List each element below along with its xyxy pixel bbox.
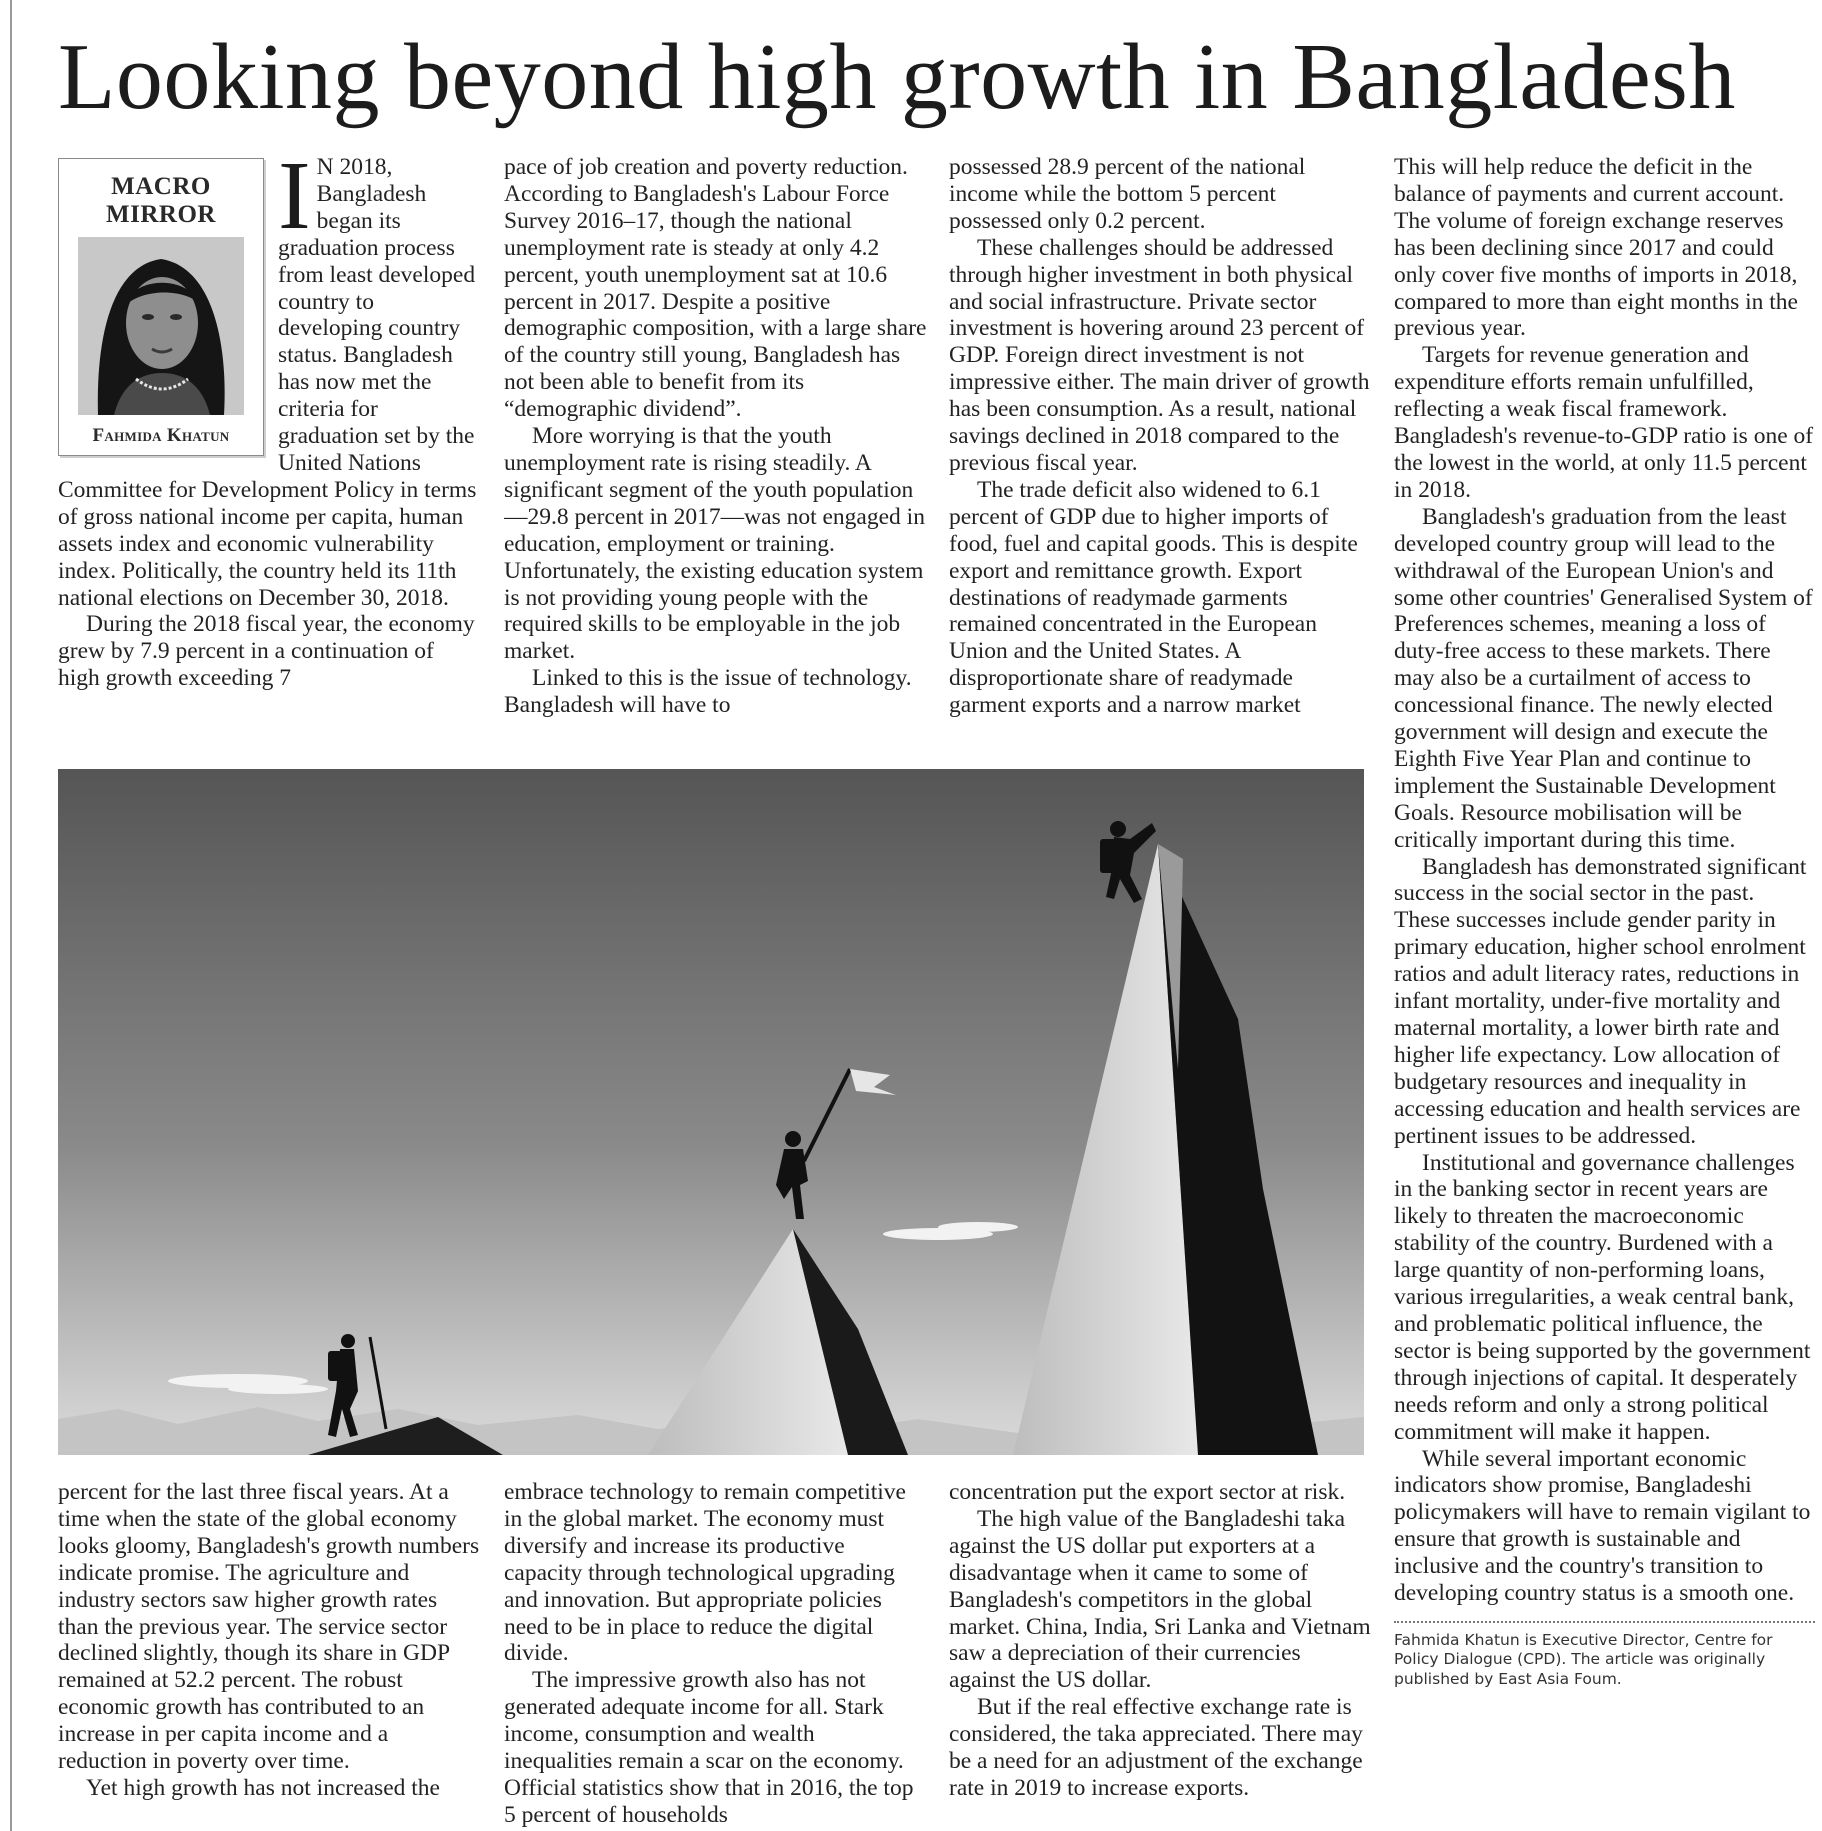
col2-paragraph: The impressive growth also has not generated adequate income for all. Stark income, consumption and wealth inequalities remain a scar on the economy. Official statistics show that in 2016, the top 5 percent of households <box>504 1667 914 1828</box>
col3-paragraph: The trade deficit also widened to 6.1 percent of GDP due to higher imports of food, fuel and capital goods. This is despite export and remittance growth. Export destinations of readymade garments remained concentrated in the European Union and the United States. A disproportionate share of readymade garment exports and a narrow market <box>949 476 1358 719</box>
lead-text: N 2018, Bangladesh began its graduation process from least developed country to developing country status. Bangladesh has now met the criteria for graduation set by the United Nations Committee for Development Policy in terms of gross national income per capita, human assets index and economic vulnerability index. Politically, the country held its 11th national elections on December 30, 2018. <box>58 154 477 611</box>
byline-box <box>58 158 264 456</box>
illustration-svg <box>58 769 1364 1455</box>
author-portrait <box>78 237 244 415</box>
mountain-climbers-illustration <box>58 769 1364 1455</box>
col2-paragraph: embrace technology to remain competitive in the global market. The economy must diversify and increase its productive capacity through technological upgrading and innovation. But appropriate policies need to be in place to reduce the digital divide. <box>504 1479 906 1667</box>
col4-paragraph: Institutional and governance challenges in the banking sector in recent years are likely to threaten the macroeconomic stability of the country. Burdened with a large quantity of non-performing loans, various irregularities, a weak central bank, and problematic political influence, the sector is being supported by the government through injections of capital. It desperately needs reform and only a strong political commitment will make it happen. <box>1394 1149 1811 1445</box>
column-1-bottom <box>58 1479 481 1831</box>
col1-paragraph: During the 2018 fiscal year, the economy grew by 7.9 percent in a continuation of high growth exceeding 7 <box>58 611 475 692</box>
col1-paragraph: Yet high growth has not increased the <box>86 1774 440 1801</box>
col4-paragraph: This will help reduce the deficit in the balance of payments and current account. The volume of foreign exchange reserves has been declining since 2017 and could only cover five months of imports in 2018, compared to more than eight months in the previous year. <box>1394 154 1798 342</box>
col1-paragraph: percent for the last three fiscal years. At a time when the state of the global economy looks gloomy, Bangladesh's growth numbers indicate promise. The agriculture and industry sectors saw higher growth rates than the previous year. The service sector declined slightly, though its share in GDP remained at 52.2 percent. The robust economic growth has contributed to an increase in per capita income and a reduction in poverty over time. <box>58 1479 480 1775</box>
col3-paragraph: possessed 28.9 percent of the national income while the bottom 5 percent possessed only 0.2 percent. <box>949 154 1306 234</box>
footnote-divider <box>1394 1621 1815 1623</box>
col4-paragraph: Targets for revenue generation and expenditure efforts remain unfulfilled, reflecting a weak fiscal framework. Bangladesh's revenue-to-GDP ratio is one of the lowest in the world, at only 11.5 percent in 2018. <box>1394 342 1814 503</box>
column-2-top <box>504 154 927 754</box>
column-3-top <box>949 154 1373 754</box>
page-margin-rule <box>10 0 12 1831</box>
col4-paragraph: Bangladesh's graduation from the least developed country group will lead to the withdrawal of the European Union's and some other countries' Generalised System of Preferences schemes, meaning a loss of duty-free access to these markets. There may also be a curtailment of access to concessional finance. The newly elected government will design and execute the Eighth Five Year Plan and continue to implement the Sustainable Development Goals. Resource mobilisation will be critically important during this time. <box>1394 503 1813 853</box>
column-name-line2: MIRROR <box>106 201 216 228</box>
col3-paragraph: concentration put the export sector at risk. <box>949 1479 1346 1505</box>
author-name: Fahmida Khatun <box>92 425 230 446</box>
col4-paragraph: Bangladesh has demonstrated significant success in the social sector in the past. These successes include gender parity in primary education, higher school enrolment ratios and adult literacy rates, reductions in infant mortality, under-five mortality and maternal mortality, a lower birth rate and higher life expectancy. Low allocation of budgetary resources and inequality in accessing education and health services are pertinent issues to be addressed. <box>1394 853 1807 1149</box>
column-4 <box>1394 154 1815 1738</box>
author-footnote: Fahmida Khatun is Executive Director, Centre for Policy Dialogue (CPD). The article was originally published by East Asia Fo​um. <box>1394 1630 1773 1688</box>
column-2-bottom <box>504 1479 927 1831</box>
col3-paragraph: But if the real effective exchange rate is considered, the taka appreciated. There may be a need for an adjustment of the exchange rate in 2019 to increase exports. <box>949 1694 1363 1801</box>
drop-cap: I <box>278 154 311 250</box>
column-3-bottom <box>949 1479 1373 1831</box>
col3-paragraph: These challenges should be addressed through higher investment in both physical and social infrastructure. Private sector investment is hovering around 23 percent of GDP. Foreign direct investment is not impressive either. The main driver of growth has been consumption. As a result, national savings declined in 2018 compared to the previous fiscal year. <box>949 234 1370 476</box>
headline: Looking beyond high growth in Bangladesh <box>58 25 1736 129</box>
column-1-top <box>58 154 481 754</box>
col2-paragraph: Linked to this is the issue of technology. Bangladesh will have to <box>504 665 912 719</box>
col4-paragraph: While several important economic indicators show promise, Bangladeshi policymakers will have to remain vigilant to ensure that growth is sustainable and inclusive and the country's transition to developing country status is a smooth one. <box>1394 1445 1811 1607</box>
column-name-line1: MACRO <box>111 173 211 200</box>
col3-paragraph: The high value of the Bangladeshi taka against the US dollar put exporters at a disadvantage when it came to some of Bangladesh's competitors in the global market. China, India, Sri Lanka and Vietnam saw a depreciation of their currencies against the US dollar. <box>949 1505 1371 1694</box>
col2-paragraph: More worrying is that the youth unemployment rate is rising steadily. A significant segment of the youth population—29.8 percent in 2017—was not engaged in education, employment or training. Unfortunately, the existing education system is not providing young people with the required skills to be employable in the job market. <box>504 423 925 665</box>
col2-paragraph: pace of job creation and poverty reduction. According to Bangladesh's Labour Force Survey 2016–17, though the national unemployment rate is steady at only 4.2 percent, youth unemployment sat at 10.6 percent in 2017. Despite a positive demographic composition, with a large share of the country still young, Bangladesh has not been able to benefit from its “demographic dividend”. <box>504 154 927 423</box>
